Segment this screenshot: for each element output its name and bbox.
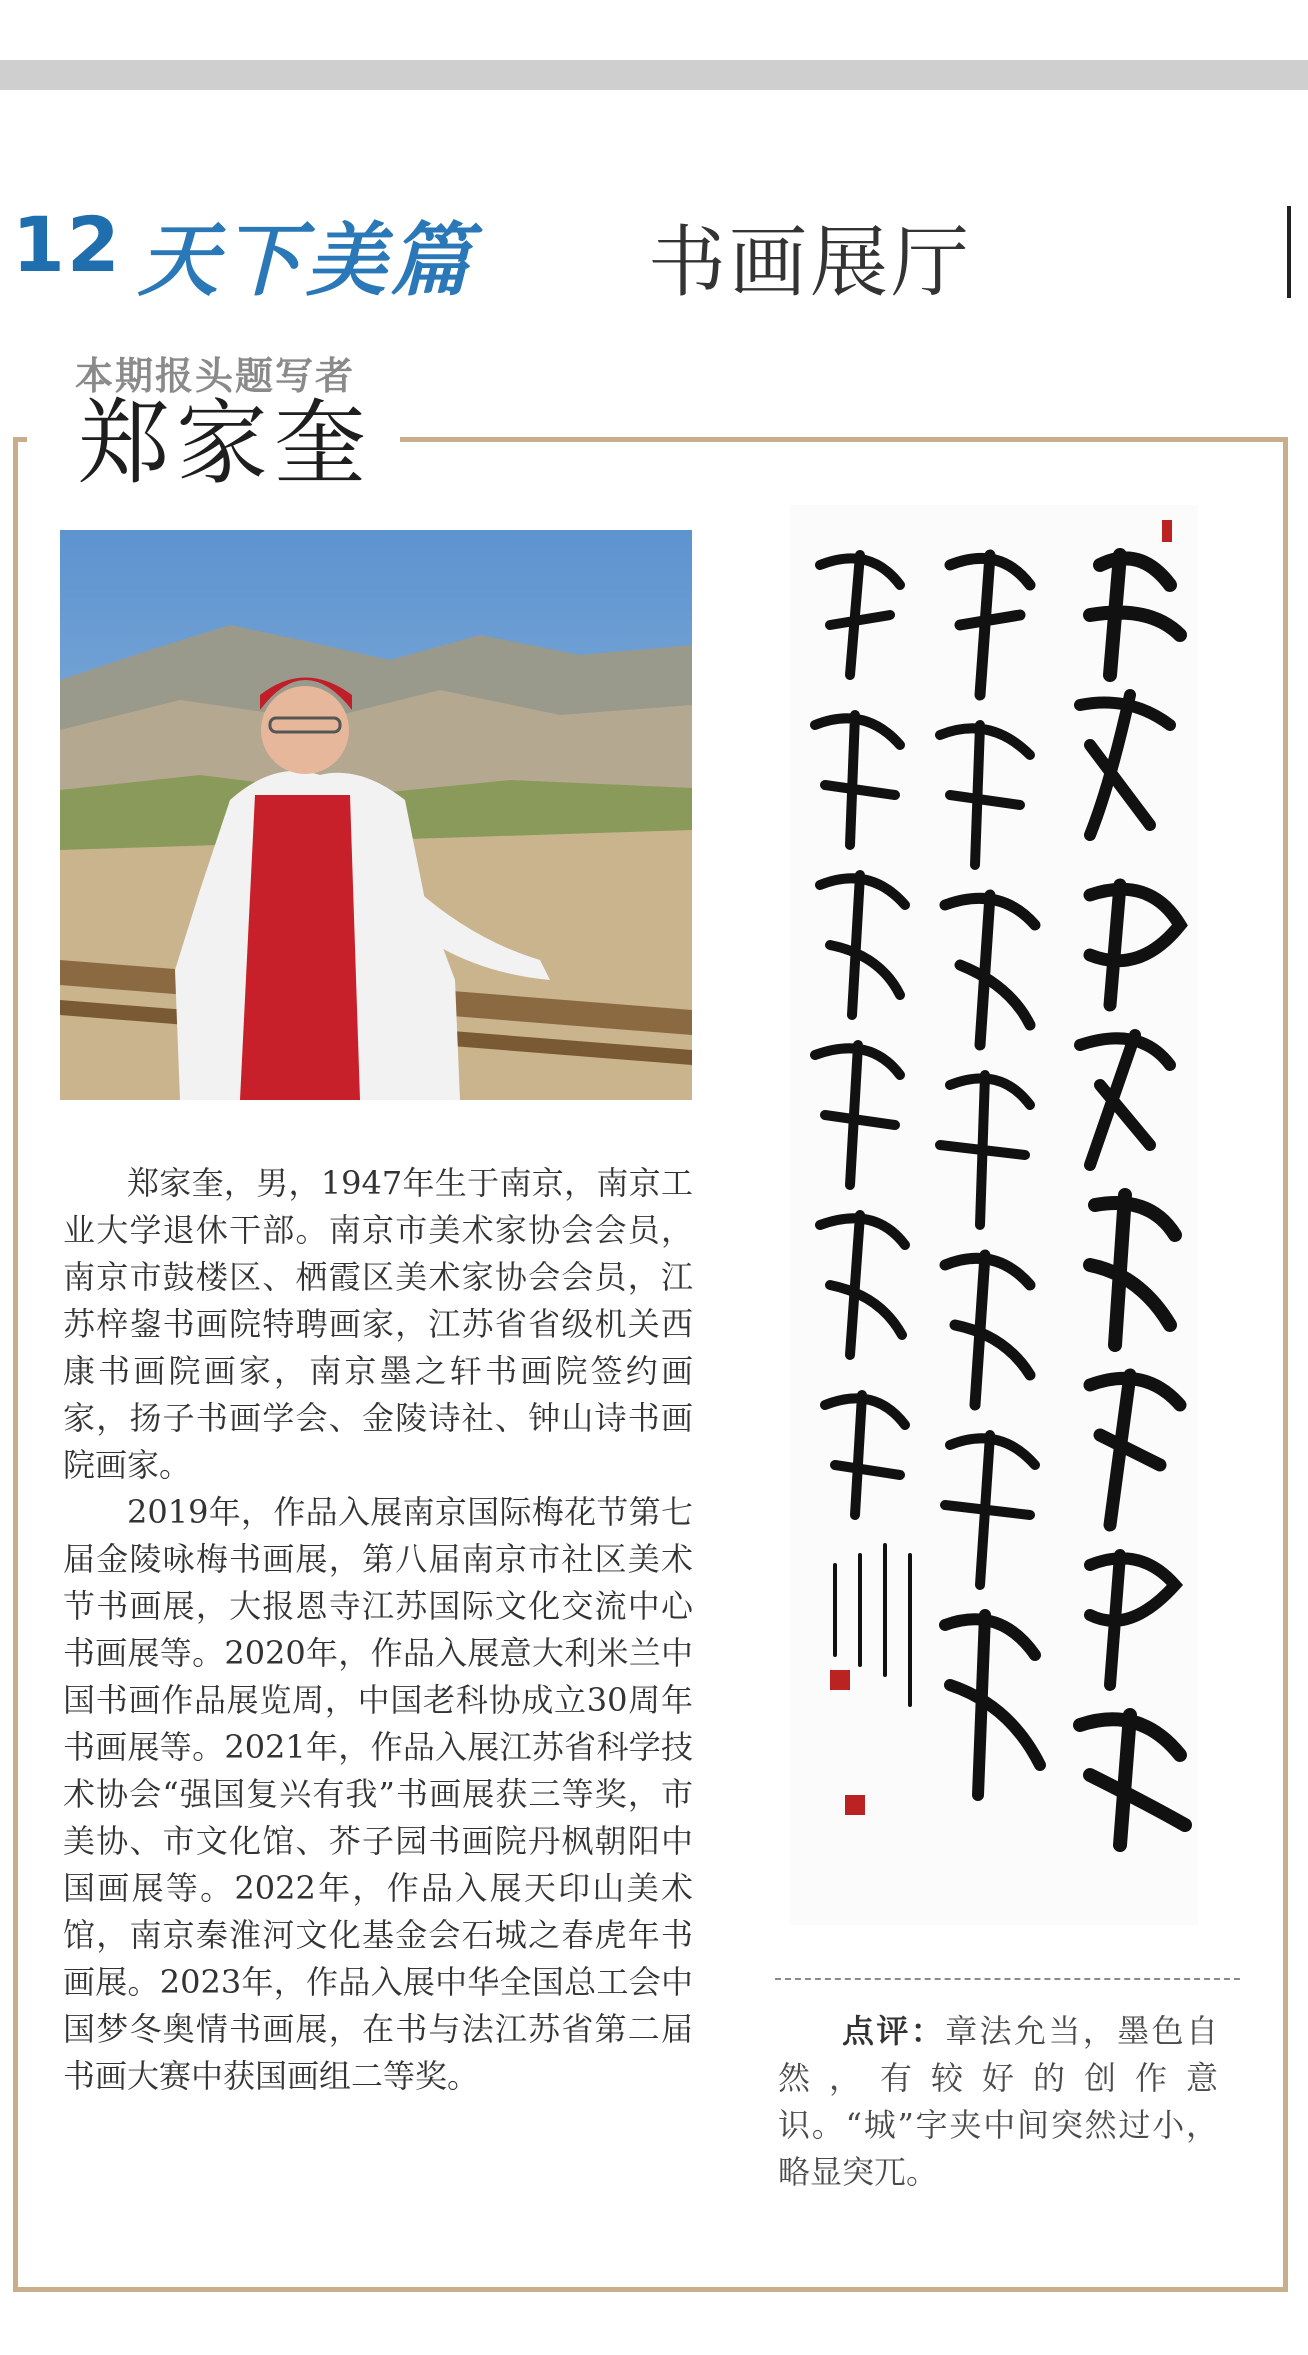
critique-comment — [778, 2008, 1218, 2196]
artist-biography — [63, 1160, 693, 2100]
calligraphy-artwork — [790, 505, 1198, 1925]
frame-top-left-border — [13, 437, 27, 442]
comment-text: 章法允当，墨色自然，有较好的创作意识。“城”字夹中间突然过小，略显突兀。 — [778, 2012, 1218, 2191]
portrait-photo-icon — [60, 530, 692, 1100]
page-number: 12 — [12, 200, 122, 289]
section-title: 书画展厅 — [648, 218, 973, 308]
comment-label: 点评： — [842, 2012, 946, 2050]
bio-paragraph: 2019年，作品入展南京国际梅花节第七届金陵咏梅书画展，第八届南京市社区美术节书画展，大报恩寺江苏国际文化交流中心书画展等。2020年，作品入展意大利米兰中国书画作品展览周，中国老科协成立30周年书画展等。2021年，作品入展江苏省科学技术协会“强国复兴有我”书画展获三等奖，市美协、市文化馆、芥子园书画院丹枫朝阳中国画展等。2022年，作品入展天印山美术馆，南京秦淮河文化基金会石城之春虎年书画展。2023年，作品入展中华全国总工会中国梦冬奥情书画展，在书与法江苏省第二届书画大赛中获国画组二等奖。 — [63, 1493, 693, 2095]
credit-label: 本期报头题写者 — [75, 354, 356, 398]
masthead-title: 天下美篇 — [138, 213, 474, 307]
comment-divider — [775, 1978, 1240, 1980]
header-rule — [1287, 206, 1291, 298]
page-header — [0, 190, 1308, 310]
frame-top-border — [400, 437, 1288, 442]
calligraphy-scroll-icon — [790, 505, 1198, 1925]
comment-paragraph — [778, 2008, 1218, 2196]
portrait-photo — [60, 530, 692, 1100]
top-gray-bar — [0, 60, 1308, 90]
bio-paragraph: 郑家奎，男，1947年生于南京，南京工业大学退休干部。南京市美术家协会会员，南京市鼓楼区、栖霞区美术家协会会员，江苏梓鋆书画院特聘画家，江苏省省级机关西康书画院画家，南京墨之轩书画院签约画家，扬子书画学会、金陵诗社、钟山诗书画院画家。 — [63, 1164, 693, 1484]
artist-name: 郑家奎 — [78, 390, 373, 497]
